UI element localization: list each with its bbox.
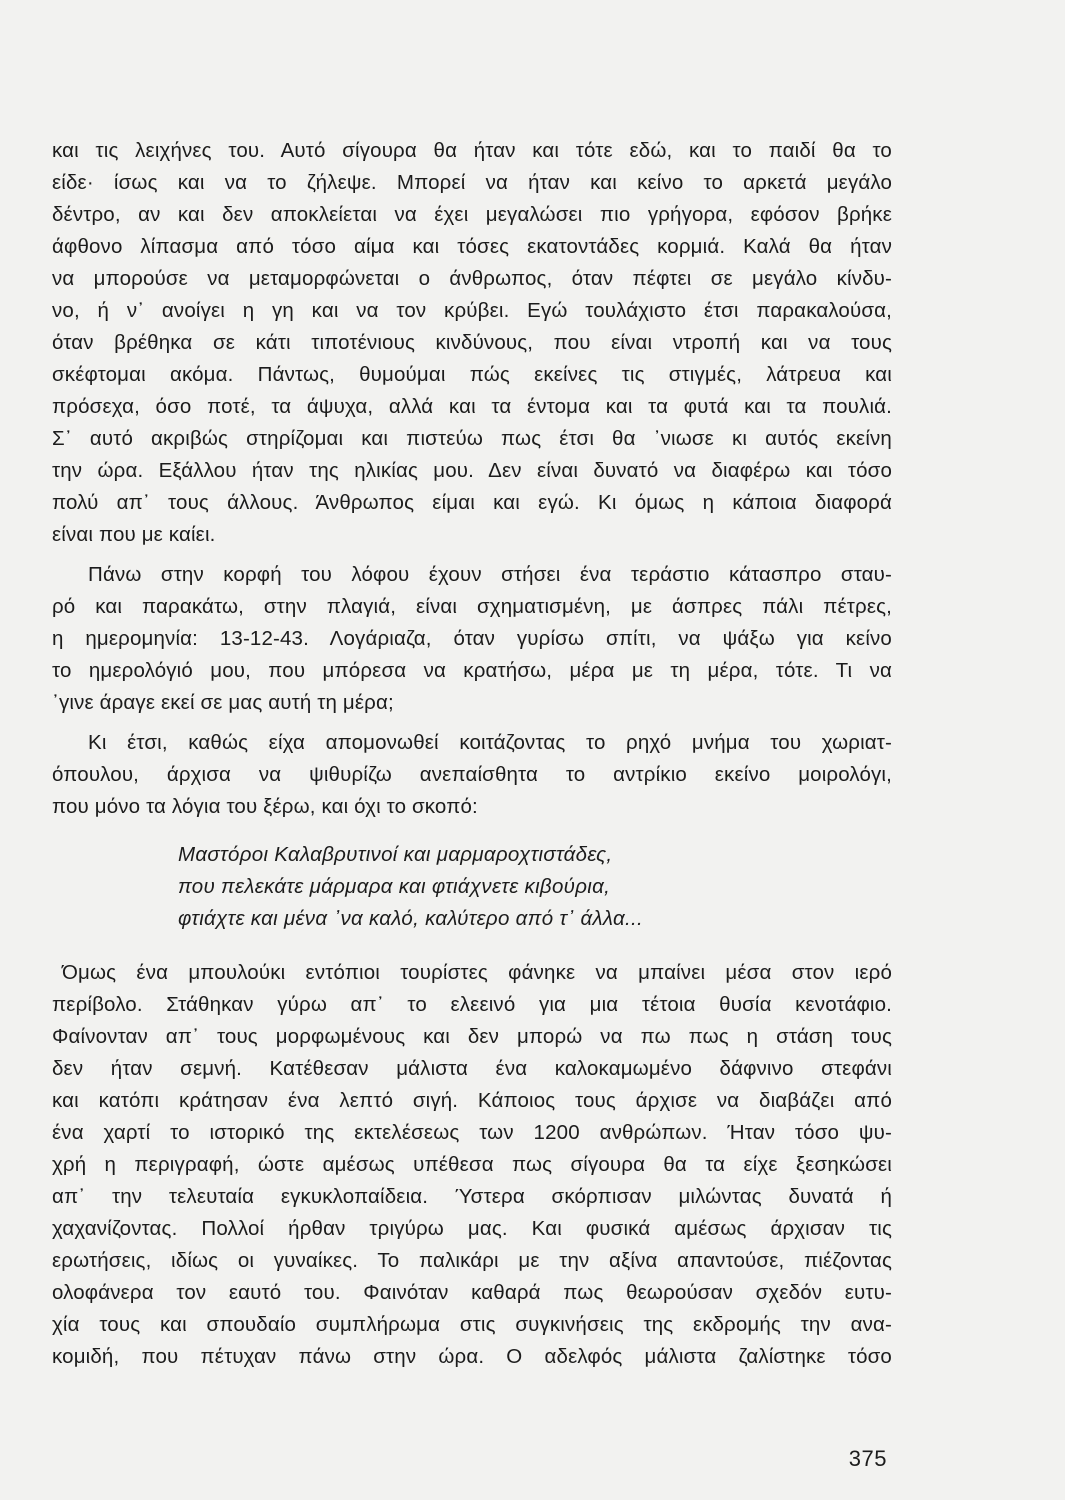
text-line: και κατόπι κράτησαν ένα λεπτό σιγή. Κάποιος τους άρχισε να διαβάζει από bbox=[52, 1089, 892, 1112]
text-line: ρό και παρακάτω, στην πλαγιά, είναι σχηματισμένη, με άσπρες πάλι πέτρες, bbox=[52, 595, 892, 618]
text-line: περίβολο. Στάθηκαν γύρω απ᾽ το ελεεινό για μια τέτοια θυσία κενοτάφιο. bbox=[52, 993, 892, 1016]
text-line: όταν βρέθηκα σε κάτι τιποτένιους κινδύνους, που είναι ντροπή και να τους bbox=[52, 331, 892, 354]
text-line: σκέφτομαι ακόμα. Πάντως, θυμούμαι πώς εκείνες τις στιγμές, λάτρευα και bbox=[52, 363, 892, 386]
text-line: Σ᾽ αυτό ακριβώς στηρίζομαι και πιστεύω πως έτσι θα ᾽νιωσε κι αυτός εκείνη bbox=[52, 427, 892, 450]
text-line: που μόνο τα λόγια του ξέρω, και όχι το σκοπό: bbox=[52, 795, 478, 818]
text-line: την ώρα. Εξάλλου ήταν της ηλικίας μου. Δεν είναι δυνατό να διαφέρω και τόσο bbox=[52, 459, 892, 482]
verse-line: Μαστόροι Καλαβρυτινοί και μαρμαροχτιστάδες, bbox=[178, 843, 613, 866]
text-line: δεν ήταν σεμνή. Κατέθεσαν μάλιστα ένα καλοκαμωμένο δάφνινο στεφάνι bbox=[52, 1057, 892, 1080]
text-line: ολοφάνερα τον εαυτό του. Φαινόταν καθαρά πως θεωρούσαν σχεδόν ευτυ- bbox=[52, 1281, 892, 1304]
text-line: ένα χαρτί το ιστορικό της εκτελέσεως των 1200 ανθρώπων. Ήταν τόσο ψυ- bbox=[52, 1121, 892, 1144]
text-line: και τις λειχήνες του. Αυτό σίγουρα θα ήταν και τότε εδώ, και το παιδί θα το bbox=[52, 139, 892, 162]
text-line: Πάνω στην κορφή του λόφου έχουν στήσει ένα τεράστιο κάτασπρο σταυ- bbox=[88, 563, 892, 586]
text-line: πολύ απ᾽ τους άλλους. Άνθρωπος είμαι και εγώ. Κι όμως η κάποια διαφορά bbox=[52, 491, 892, 514]
verse-line: που πελεκάτε μάρμαρα και φτιάχνετε κιβούρια, bbox=[178, 875, 611, 898]
text-line: Όμως ένα μπουλούκι εντόπιοι τουρίστες φάνηκε να μπαίνει μέσα στον ιερό bbox=[62, 961, 892, 984]
text-line: άφθονο λίπασμα από τόσο αίμα και τόσες εκατοντάδες κορμιά. Καλά θα ήταν bbox=[52, 235, 892, 258]
text-line: ερωτήσεις, ιδίως οι γυναίκες. Το παλικάρι με την αξίνα απαντούσε, πιέζοντας bbox=[52, 1249, 892, 1272]
text-line: είδε· ίσως και να το ζήλεψε. Μπορεί να ήταν και κείνο το αρκετά μεγάλο bbox=[52, 171, 892, 194]
text-line: ᾽γινε άραγε εκεί σε μας αυτή τη μέρα; bbox=[52, 691, 394, 714]
text-line: χαχανίζοντας. Πολλοί ήρθαν τριγύρω μας. Και φυσικά αμέσως άρχισαν τις bbox=[52, 1217, 892, 1240]
text-line: η ημερομηνία: 13-12-43. Λογάριαζα, όταν γυρίσω σπίτι, να ψάξω για κείνο bbox=[52, 627, 892, 650]
text-line: Φαίνονταν απ᾽ τους μορφωμένους και δεν μπορώ να πω πως η στάση τους bbox=[52, 1025, 892, 1048]
text-line: νο, ή ν᾽ ανοίγει η γη και να τον κρύβει. Εγώ τουλάχιστο έτσι παρακαλούσα, bbox=[52, 299, 892, 322]
text-line: κομιδή, που πέτυχαν πάνω στην ώρα. Ο αδελφός μάλιστα ζαλίστηκε τόσο bbox=[52, 1345, 892, 1368]
text-line: είναι που με καίει. bbox=[52, 523, 216, 546]
verse-line: φτιάχτε και μένα ᾽να καλό, καλύτερο από τ᾽ άλλα... bbox=[178, 907, 643, 930]
text-line: απ᾽ την τελευταία εγκυκλοπαίδεια. Ύστερα σκόρπισαν μιλώντας δυνατά ή bbox=[52, 1185, 892, 1208]
text-line: το ημερολόγιό μου, που μπόρεσα να κρατήσω, μέρα με τη μέρα, τότε. Τι να bbox=[52, 659, 892, 682]
text-line: πρόσεχα, όσο ποτέ, τα άψυχα, αλλά και τα έντομα και τα φυτά και τα πουλιά. bbox=[52, 395, 892, 418]
page-number: 375 bbox=[848, 1446, 887, 1471]
text-line: να μπορούσε να μεταμορφώνεται ο άνθρωπος, όταν πέφτει σε μεγάλο κίνδυ- bbox=[52, 267, 892, 290]
text-line: Κι έτσι, καθώς είχα απομονωθεί κοιτάζοντας το ρηχό μνήμα του χωριατ- bbox=[88, 731, 892, 754]
text-line: όπουλου, άρχισα να ψιθυρίζω ανεπαίσθητα το αντρίκιο εκείνο μοιρολόγι, bbox=[52, 763, 892, 786]
text-line: χία τους και σπουδαίο συμπλήρωμα στις συγκινήσεις της εκδρομής την ανα- bbox=[52, 1313, 892, 1336]
text-line: χρή η περιγραφή, ώστε αμέσως υπέθεσα πως σίγουρα θα τα είχε ξεσηκώσει bbox=[52, 1153, 892, 1176]
text-line: δέντρο, αν και δεν αποκλείεται να έχει μεγαλώσει πιο γρήγορα, εφόσον βρήκε bbox=[52, 203, 892, 226]
